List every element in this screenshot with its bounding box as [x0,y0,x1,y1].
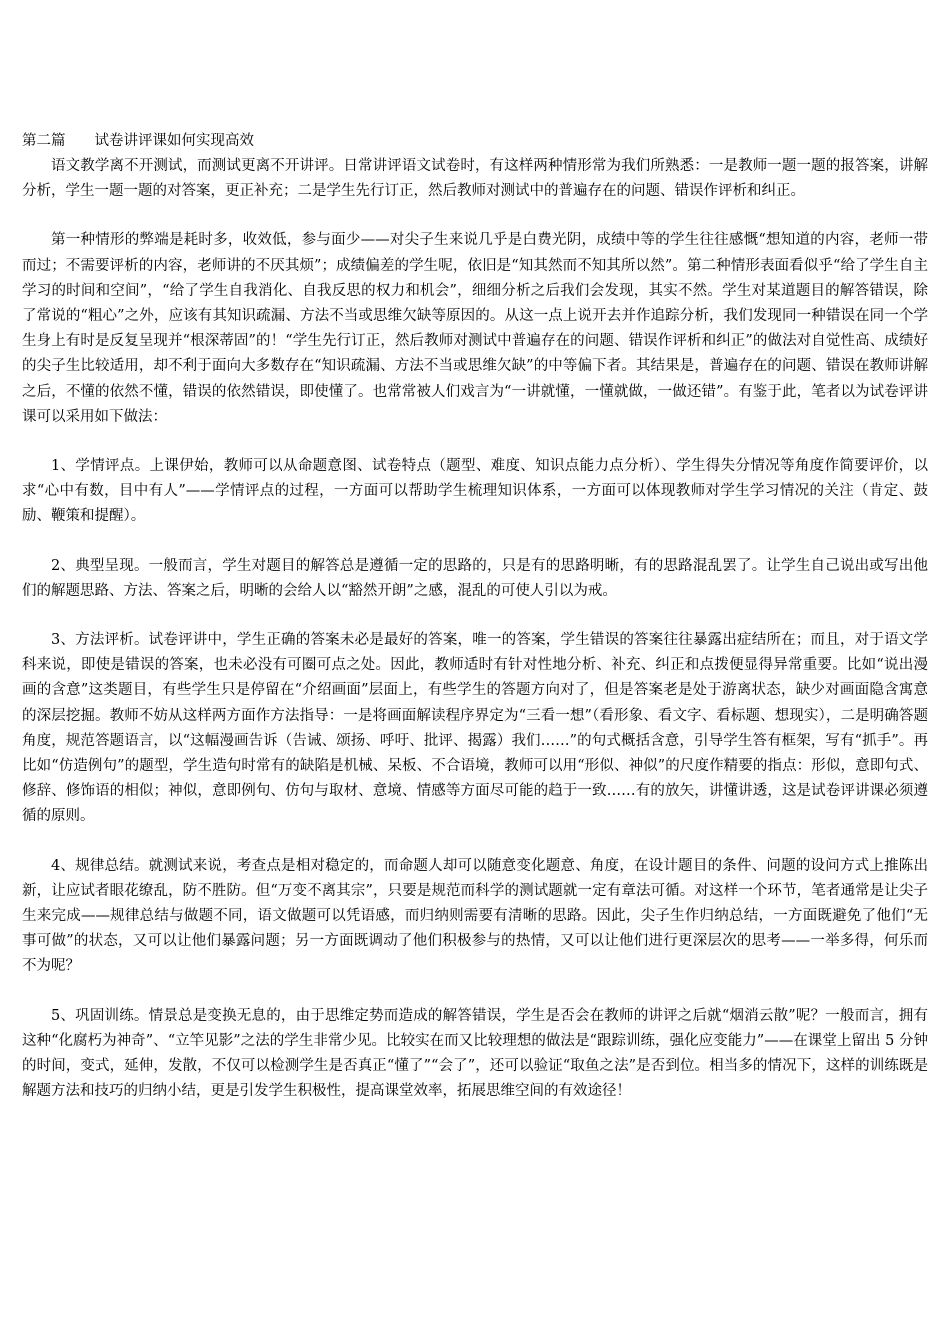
paragraph-gap [22,430,928,454]
paragraph-gap [22,604,928,628]
paragraph-gap [22,204,928,228]
paragraph-step-1: 1、学情评点。上课伊始，教师可以从命题意图、试卷特点（题型、难度、知识点能力点分析）、学生得失分情况等角度作简要评价，以求“心中有数，目中有人”——学情评点的过程，一方面可以帮助学生梳理知识体系，一方面可以体现教师对学生学习情况的关注（肯定、鼓励、鞭策和提醒）。 [22,458,928,525]
paragraph-step-5: 5、巩固训练。情景总是变换无息的，由于思维定势而造成的解答错误，学生是否会在教师的讲评之后就“烟消云散”呢？一般而言，拥有这种“化腐朽为神奇”、“立竿见影”之法的学生非常少见。比较实在而又比较理想的做法是“跟踪训练，强化应变能力”——在课堂上留出 5 分钟的时间，变式，延伸，发散，不仅可以检测学生是否真正“懂了”“会了”，还可以验证“取鱼之法”是否到位。相当多的情况下，这样的训练既是解题方法和技巧的归纳小结，更是引发学生积极性，提高课堂效率，拓展思维空间的有效途径！ [22,1007,928,1100]
paragraph-gap [22,830,928,854]
paragraph-step-3: 3、方法评析。试卷评讲中，学生正确的答案未必是最好的答案，唯一的答案，学生错误的答案往往暴露出症结所在；而且，对于语文学科来说，即使是错误的答案，也未必没有可圈可点之处。因此，教师适时有针对性地分析、补充、纠正和点拨便显得异常重要。比如“说出漫画的含意”这类题目，有些学生只是停留在“介绍画面”层面上，有些学生的答题方向对了，但是答案老是处于游离状态，缺少对画面隐含寓意的深层挖掘。教师不妨从这样两方面作方法指导：一是将画面解读程序界定为“三看一想”（看形象、看文字、看标题、想现实），二是明确答题角度，规范答题语言，以“这幅漫画告诉（告诫、颂扬、呼吁、批评、揭露）我们……”的句式概括含意，引导学生答有框架，写有“抓手”。再比如“仿造例句”的题型，学生造句时常有的缺陷是机械、呆板、不合语境，教师可以用“形似、神似”的尺度作精要的指点：形似，意即句式、修辞、修饰语的相似；神似，意即例句、仿句与取材、意境、情感等方面尽可能的趋于一致……有的放矢，讲懂讲透，这是试卷评讲课必须遵循的原则。 [22,632,928,825]
paragraph-analysis: 第一种情形的弊端是耗时多，收效低，参与面少——对尖子生来说几乎是白费光阴，成绩中等的学生往往感慨“想知道的内容，老师一带而过；不需要评析的内容，老师讲的不厌其烦”；成绩偏差的学生呢，依旧是“知其然而不知其所以然”。第二种情形表面看似乎“给了学生自主学习的时间和空间”，“给了学生自我消化、自我反思的权力和机会”，细细分析之后我们会发现，其实不然。学生对某道题目的解答错误，除了常说的“粗心”之外，应该有其知识疏漏、方法不当或思维欠缺等原因的。从这一点上说开去并作追踪分析，我们发现同一种错误在同一个学生身上有时是反复呈现并“根深蒂固”的！“学生先行订正，然后教师对测试中普遍存在的问题、错误作评析和纠正”的做法对自觉性高、成绩好的尖子生比较适用，却不利于面向大多数存在“知识疏漏、方法不当或思维欠缺”的中等偏下者。其结果是，普遍存在的问题、错误在教师讲解之后，不懂的依然不懂，错误的依然错误，即使懂了。也常常被人们戏言为“一讲就懂，一懂就做，一做还错”。有鉴于此，笔者以为试卷评讲课可以采用如下做法： [22,232,928,425]
paragraph-intro: 语文教学离不开测试，而测试更离不开讲评。日常讲评语文试卷时，有这样两种情形常为我们所熟悉：一是教师一题一题的报答案，讲解分析，学生一题一题的对答案，更正补充；二是学生先行订正，然后教师对测试中的普遍存在的问题、错误作评析和纠正。 [22,158,928,200]
paragraph-step-2: 2、典型呈现。一般而言，学生对题目的解答总是遵循一定的思路的，只是有的思路明晰，有的思路混乱罢了。让学生自己说出或写出他们的解题思路、方法、答案之后，明晰的会给人以“豁然开朗”之感，混乱的可使人引以为戒。 [22,557,928,599]
paragraph-step-4: 4、规律总结。就测试来说，考查点是相对稳定的，而命题人却可以随意变化题意、角度，在设计题目的条件、问题的设问方式上推陈出新，让应试者眼花缭乱，防不胜防。但“万变不离其宗”，只要是规范而科学的测试题就一定有章法可循。对这样一个环节，笔者通常是让尖子生来完成——规律总结与做题不同，语文做题可以凭语感，而归纳则需要有清晰的思路。因此，尖子生作归纳总结，一方面既避免了他们“无事可做”的状态，又可以让他们暴露问题；另一方面既调动了他们积极参与的热情，又可以让他们进行更深层次的思考——一举多得，何乐而不为呢？ [22,857,928,975]
paragraph-gap [22,530,928,554]
paragraph-gap [22,980,928,1004]
document-title: 第二篇 试卷讲评课如何实现高效 [22,133,254,149]
document-page [22,130,928,1105]
